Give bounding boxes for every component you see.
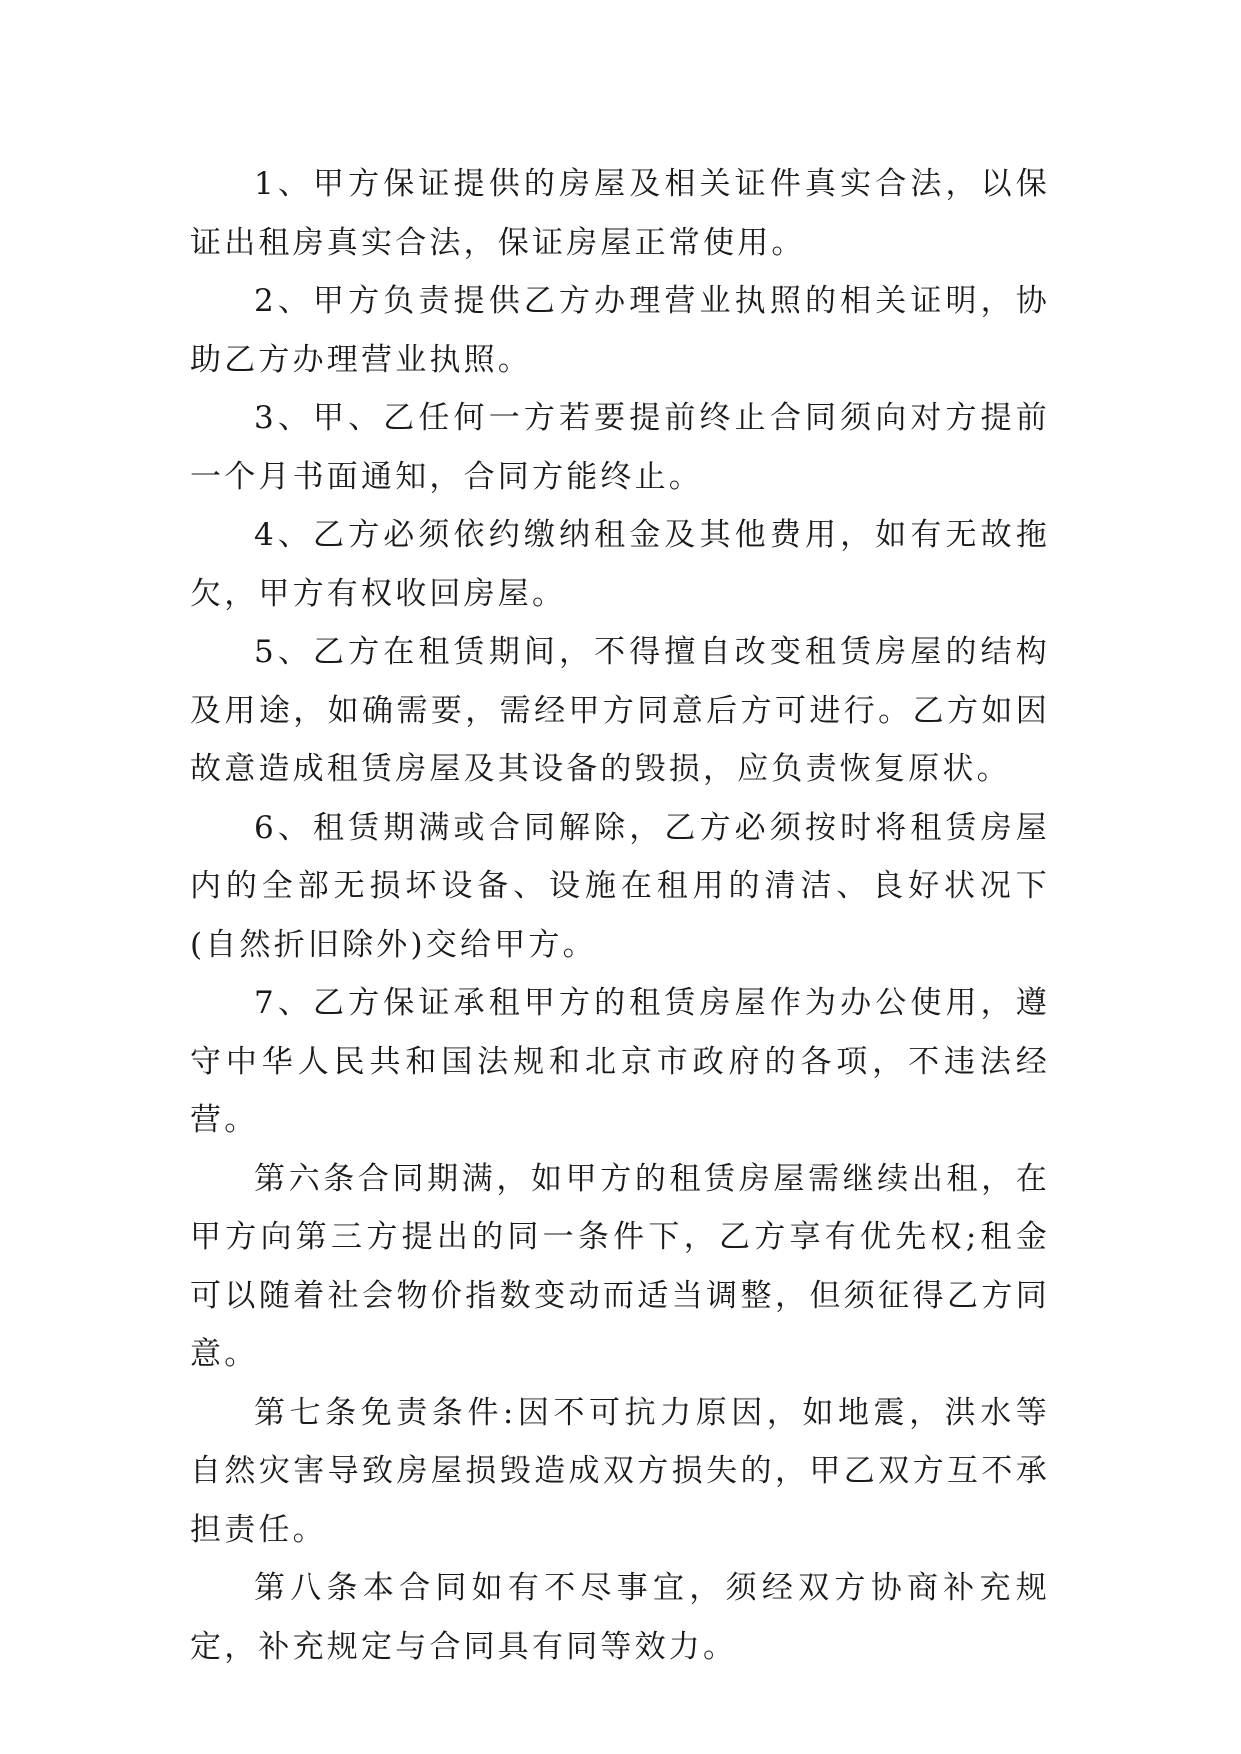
clause-3: 3、甲、乙任何一方若要提前终止合同须向对方提前一个月书面通知，合同方能终止。 <box>190 400 1050 495</box>
article-7: 第七条免责条件:因不可抗力原因，如地震，洪水等自然灾害导致房屋损毁造成双方损失的，甲乙双方互不承担责任。 <box>190 1394 1050 1548</box>
clause-7: 7、乙方保证承租甲方的租赁房屋作为办公使用，遵守中华人民共和国法规和北京市政府的各项，不违法经营。 <box>190 985 1050 1138</box>
clause-1: 1、甲方保证提供的房屋及相关证件真实合法，以保证出租房真实合法，保证房屋正常使用。 <box>190 166 1050 261</box>
clause-2: 2、甲方负责提供乙方办理营业执照的相关证明，协助乙方办理营业执照。 <box>190 283 1050 378</box>
clause-4: 4、乙方必须依约缴纳租金及其他费用，如有无故拖欠，甲方有权收回房屋。 <box>190 517 1050 612</box>
article-8: 第八条本合同如有不尽事宜，须经双方协商补充规定，补充规定与合同具有同等效力。 <box>190 1570 1050 1665</box>
article-6: 第六条合同期满，如甲方的租赁房屋需继续出租，在甲方向第三方提出的同一条件下，乙方享有优先权;租金可以随着社会物价指数变动而适当调整，但须征得乙方同意。 <box>190 1160 1050 1372</box>
clause-5: 5、乙方在租赁期间，不得擅自改变租赁房屋的结构及用途，如确需要，需经甲方同意后方可进行。乙方如因故意造成租赁房屋及其设备的毁损，应负责恢复原状。 <box>190 634 1050 787</box>
document-body <box>190 155 1050 1676</box>
clause-6: 6、租赁期满或合同解除，乙方必须按时将租赁房屋内的全部无损坏设备、设施在租用的清洁、良好状况下(自然折旧除外)交给甲方。 <box>190 809 1050 963</box>
